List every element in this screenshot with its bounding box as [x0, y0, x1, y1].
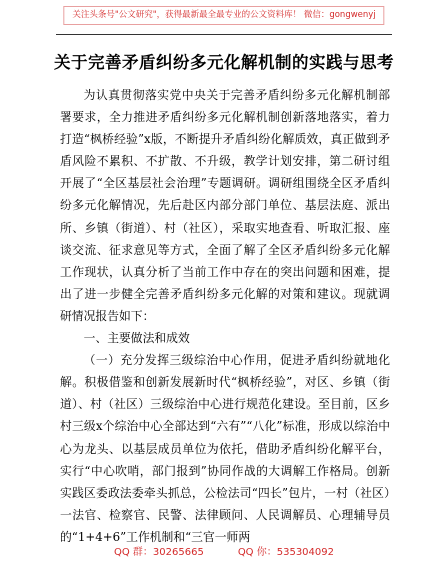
- section-heading: 一、主要做法和成效: [83, 331, 190, 346]
- header-divider: [56, 34, 392, 35]
- document-title: 关于完善矛盾纠纷多元化解机制的实践与思考: [54, 53, 394, 72]
- footer-contact: [0, 543, 448, 558]
- footer-qq-group: QQ 群：30265665: [113, 547, 204, 558]
- section-paragraph: （一）充分发挥三级综治中心作用，促进矛盾纠纷就地化解。积极借鉴和创新发展新时代“枫桥经验”，对区、乡镇（街道）、村（社区）三级综治中心进行规范化建设。至目前，区乡村三级x个综治中心全部达到“六有”“八化”标准，形成以综治中心为龙头、以基层成员单位为依托，借助矛盾纠纷化解平台，实行“中心吹哨，部门报到”协同作战的大调解工作格局。创新实践区委政法委牵头抓总，公检法司“四长”包片，一村（社区）一法官、检察官、民警、法律顾问、人民调解员、心理辅导员的“1+4+6”工作机制和“三官一师两: [60, 353, 390, 544]
- footer-qq-contact: QQ 你：535304092: [237, 547, 334, 558]
- top-banner: [0, 0, 448, 38]
- intro-paragraph: 为认真贯彻落实党中央关于完善矛盾纠纷多元化解机制部署要求，全力推进矛盾纠纷多元化解机制创新落地落实，着力打造“枫桥经验”x版，不断提升矛盾纠纷化解质效，真正做到矛盾风险不累积、不扩散、不升级，教学计划安排，第二研讨组开展了“全区基层社会治理”专题调研。调研组围绕全区矛盾纠纷多元化解情况，先后赴区内部分部门单位、基层法庭、派出所、乡镇（街道）、村（社区），采取实地查看、听取汇报、座谈交流、征求意见等方式，全面了解了全区矛盾纠纷多元化解工作现状，认真分析了当前工作中存在的突出问题和困难，提出了进一步健全完善矛盾纠纷多元化解的对策和建议。现就调研情况报告如下：: [60, 88, 390, 323]
- promo-banner-text: 关注头条号"公文研究"，获得最新最全最专业的公文资料库！ 微信：gongwenyj: [63, 6, 384, 25]
- document-body: [60, 84, 390, 548]
